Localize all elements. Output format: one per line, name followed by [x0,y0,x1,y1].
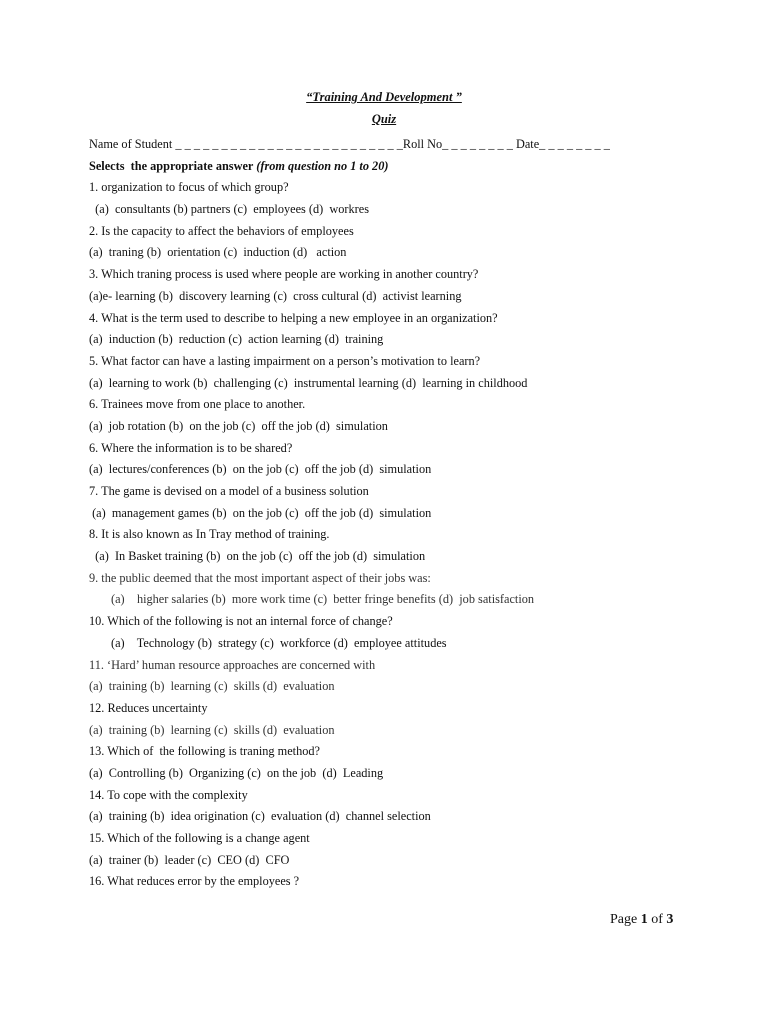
answer-options-14: (a) training (b) idea origination (c) evaluation (d) channel selection [89,809,431,824]
page-number [610,912,673,928]
document-title: “Training And Development ” [306,90,462,104]
page-of: of [647,912,667,927]
answer-options-1: (a) consultants (b) partners (c) employees (d) workres [89,202,369,217]
question-14: 14. To cope with the complexity [89,787,248,802]
answer-options-12: (a) training (b) learning (c) skills (d) evaluation [89,722,335,737]
answer-options-5: (a) learning to work (b) challenging (c) instrumental learning (d) learning in childhood [89,375,528,390]
answer-options-6b: (a) lectures/conferences (b) on the job (c) off the job (d) simulation [89,462,432,477]
answer-options-13: (a) Controlling (b) Organizing (c) on the job (d) Leading [89,765,384,780]
question-11: 11. ‘Hard’ human resource approaches are concerned with [89,657,376,672]
document-subtitle: Quiz [371,112,397,126]
answer-options-11: (a) training (b) learning (c) skills (d) evaluation [89,679,335,694]
answer-options-15: (a) trainer (b) leader (c) CEO (d) CFO [89,852,290,867]
question-13: 13. Which of the following is traning method? [89,744,320,759]
answer-options-3: (a)e- learning (b) discovery learning (c) cross cultural (d) activist learning [89,288,462,303]
answer-options-8: (a) In Basket training (b) on the job (c) off the job (d) simulation [89,549,426,564]
question-12: 12. Reduces uncertainty [89,700,208,715]
question-3: 3. Which traning process is used where people are working in another country? [89,267,479,282]
question-4: 4. What is the term used to describe to helping a new employee in an organization? [89,310,498,325]
question-7: 7. The game is devised on a model of a business solution [89,484,369,498]
page-label: Page [610,912,641,927]
instruction-line [89,156,709,178]
question-16: 16. What reduces error by the employees ? [89,874,300,889]
question-2: 2. Is the capacity to affect the behaviors of employees [89,223,354,238]
answer-options-4: (a) induction (b) reduction (c) action learning (d) training [89,332,384,347]
question-8: 8. It is also known as In Tray method of training. [89,527,330,542]
answer-options-7: (a) management games (b) on the job (c) off the job (d) simulation [89,505,432,520]
answer-options-6a: (a) job rotation (b) on the job (c) off the job (d) simulation [89,418,388,433]
answer-options-10: (a) Technology (b) strategy (c) workforce (d) employee attitudes [111,635,447,650]
question-5: 5. What factor can have a lasting impairment on a person’s motivation to learn? [89,353,481,368]
instruction-range: (from question no 1 to 20) [256,158,389,173]
answer-options-2: (a) traning (b) orientation (c) induction (d) action [89,245,347,260]
question-15: 15. Which of the following is a change agent [89,831,310,845]
question-9: 9. the public deemed that the most important aspect of their jobs was: [89,570,431,585]
quiz-body [89,134,709,893]
page-total: 3 [666,912,674,927]
answer-options-9: (a) higher salaries (b) more work time (c) better fringe benefits (d) job satisfaction [111,592,535,607]
question-10: 10. Which of the following is not an internal force of change? [89,614,393,629]
question-6a: 6. Trainees move from one place to another. [89,397,306,412]
instruction-text: Selects the appropriate answer [89,158,257,173]
student-info-line: Name of Student _ _ _ _ _ _ _ _ _ _ _ _ _ _ _ _ _ _ _ _ _ _ _ _ _Roll No_ _ _ _ _ _ _ _ Date_ _ _ _ _ _ _ _ [89,137,610,151]
question-6b: 6. Where the information is to be shared? [89,440,293,455]
page-current: 1 [640,912,648,927]
question-1: 1. organization to focus of which group? [89,180,289,195]
